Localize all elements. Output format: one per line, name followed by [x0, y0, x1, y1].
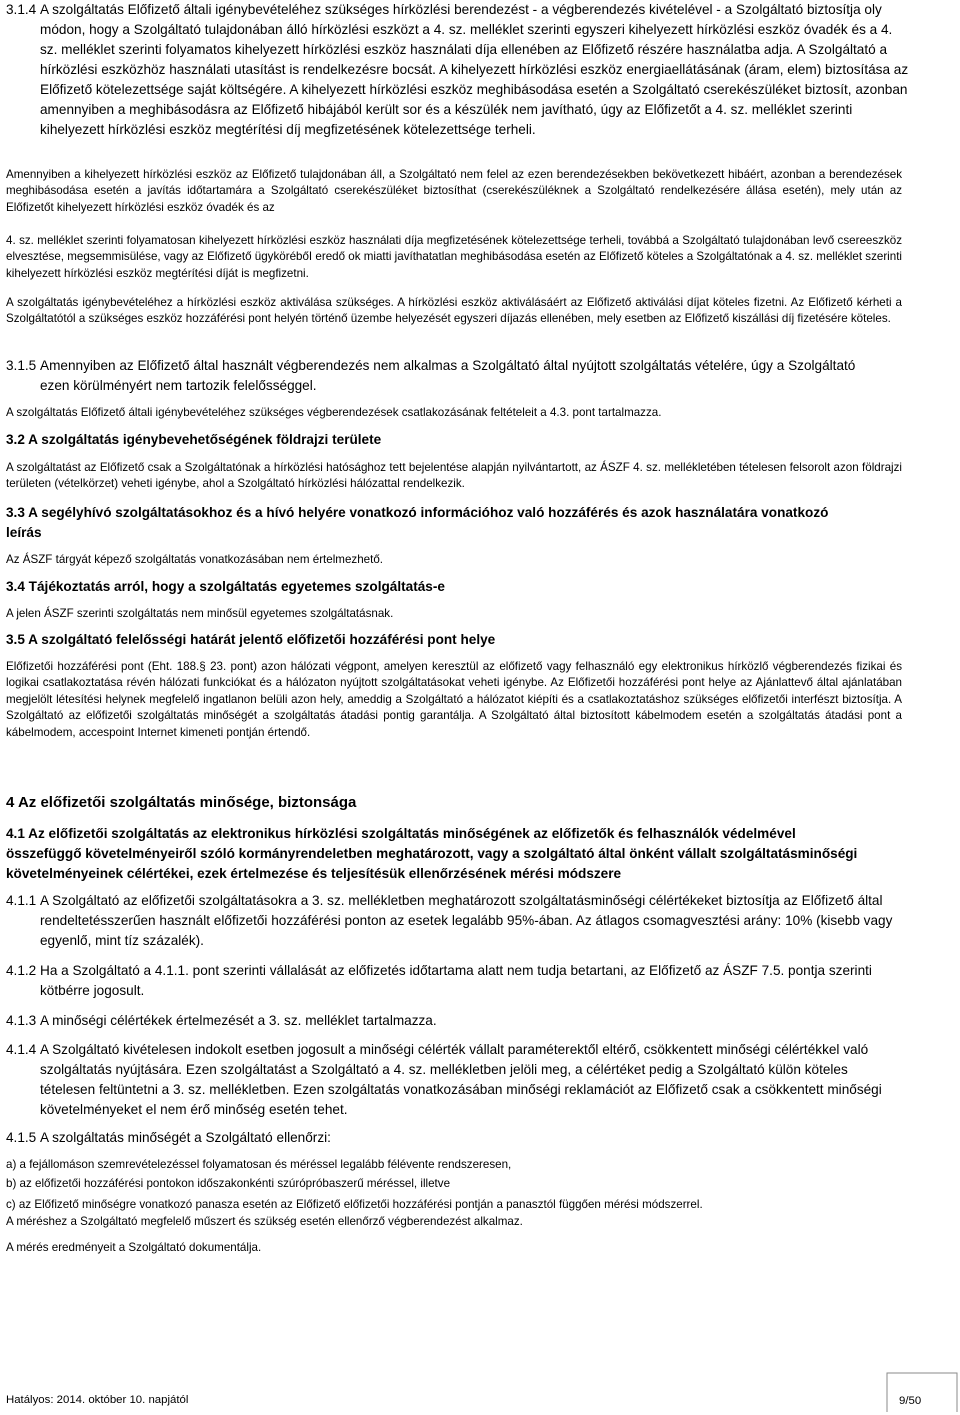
paragraph-replacement-device: 4. sz. melléklet szerinti folyamatosan kihelyezett hírközlési eszköz használati díja megfizetésének kötelezettsége terheli, továbbá a Szolgáltató tulajdonában levő csereeszköz elvesztése, megsemmisülése, vagy az Előfizető ügykörébőI eredő ok miatti javíthatatlan meghibásodása esetén az Előfizető köteles a Szolgáltatónak a 4. sz. melléklet szerinti kihelyezett hírközlési eszköz megtérítési díját is megfizetni.: [6, 234, 902, 280]
page-number: 9/50: [899, 1395, 922, 1407]
section-text: A Szolgáltató az előfizetői szolgáltatásokra a 3. sz. mellékletben meghatározott szolgáltatásminőségi célértékeket biztosítja az Előfizető által rendeltetésszerűen használt előfizetői hozzáférési ponton az esetek legalább 95%-ában. Az átlagos csomagvesztési arány: 10% (kisebb vagy egyenlő, mint tíz százalék).: [40, 893, 893, 948]
paragraph-measurement-docs: A mérés eredményeit a Szolgáltató dokumentálja.: [6, 1241, 262, 1254]
section-4-1-2: [6, 961, 886, 1001]
heading-3-2: 3.2 A szolgáltatás igénybevehetőségének földrajzi területe: [6, 432, 382, 447]
paragraph-access-point: Előfizetői hozzáférési pont (Eht. 188.§ 23. pont) azon hálózati végpont, amelyen keresztül az előfizető vagy felhasználó egy elektronikus hírközlő végberendezés fizikai és logikai csatlakoztatása révén hálózati funkciókat és a hálózaton nyújtott szolgáltatásokat veheti igénybe. Az Előfizetői hozzáférési pont helye az Ajánlattevő által ajánlatában megjelölt létesítési helynek megfelelő ingatlanon belüli azon hely, ameddig a Szolgáltató a hálózatot kiépíti és a csatlakoztatáshoz szükséges előfizetői interfészt biztosítja. A Szolgáltató az előfizetői szolgáltatás minőségét a szolgáltatás átadási pontig garantálja. A Szolgáltató által biztosított kábelmodem esetén a szolgáltatás átadási pont a kábelmodem, accespoint Internet kimeneti pontján értendő.: [6, 660, 902, 739]
heading-3-5: 3.5 A szolgáltató felelősségi határát jelentő előfizetői hozzáférési pont helye: [6, 632, 496, 647]
list-item: b) az előfizetői hozzáférési pontokon időszakonkénti szúrópróbaszerű méréssel, illetve: [6, 1177, 451, 1190]
list-item: a) a fejállomáson szemrevételezéssel folyamatosan és méréssel legalább félévente rendszeresen,: [6, 1158, 512, 1171]
section-4-1-1: [6, 891, 906, 951]
section-text: A Szolgáltató kivételesen indokolt esetben jogosult a minőségi célérték vállalt paraméterektől eltérő, csökkentett minőségi célértékkel való szolgáltatás nyújtására. Ezen szolgáltatást a Szolgáltató a 4. sz. mellékletben jelöli meg, a célértéket pedig a Szolgáltató külön köteles tételesen feltüntetni a 3. sz. mellékletben. Ezen szolgáltatás vonatkozásában minőségi reklamációt az Előfizető csak a csökkentett minőségi követelményeket el nem érő minőség esetén tehet.: [40, 1042, 882, 1117]
section-number: 4.1.5: [6, 1130, 37, 1145]
section-number: 4.1.1: [6, 893, 37, 908]
page-number-box: [886, 1372, 958, 1412]
section-3-1-4: [6, 0, 912, 140]
section-text: A szolgáltatás minőségét a Szolgáltató ellenőrzi:: [40, 1130, 331, 1145]
section-number: 4.1.2: [6, 963, 37, 978]
heading-3-4: 3.4 Tájékoztatás arról, hogy a szolgáltatás egyetemes szolgáltatás-e: [6, 579, 445, 594]
page-corner-icon: [886, 1372, 958, 1412]
heading-3-3: 3.3 A segélyhívó szolgáltatásokhoz és a hívó helyére vonatkozó információhoz való hozzáférés és azok használatára vonatkozó leírás: [6, 505, 829, 540]
section-text: A szolgáltatás Előfizető általi igénybevételéhez szükséges hírközlési berendezést - a végberendezés kivételével - a Szolgáltató biztosítja oly módon, hogy a Szolgáltató tulajdonában álló hírközlési eszközt a 4. sz. melléklet szerinti egyszeri kihelyezett hírközlési eszköz óvadék és a 4. sz. melléklet szerinti folyamatos kihelyezett hírközlési eszköz használati díja ellenében az Előfizető részére használatba adja. A Szolgáltató a hírközlési eszközhöz használati utasítást is rendelkezésre bocsát. A kihelyezett hírközlési eszköz energiaellátásának (áram, elem) biztosítása az Előfizető kötelezettsége saját költségére. A kihelyezett hírközlési eszköz meghibásodása esetén a Szolgáltató cserekészüléket biztosít, azonban amennyiben a meghibásodásra az Előfizető hibájából került sor és a készülék nem javítható, úgy az Előfizetőt a 4. sz. melléklet szerinti kihelyezett hírközlési eszköz megtérítési díj megfizetésének kötelezettsége terheli.: [40, 2, 909, 137]
heading-4-1: 4.1 Az előfizetői szolgáltatás az elektronikus hírközlési szolgáltatás minőségének az előfizetők és felhasználók védelmével összefüggő követelményeiről szóló kormányrendeletben meghatározott, vagy a szolgáltató által önként vállalt szolgáltatásminőségi követelményeinek célértékei, ezek értelmezése és teljesítésük ellenőrzésének mérési módszere: [6, 826, 858, 881]
section-text: Amennyiben az Előfizető által használt végberendezés nem alkalmas a Szolgáltató által nyújtott szolgáltatás vételére, úgy a Szolgáltató ezen körülményért nem tartozik felelősséggel.: [40, 358, 856, 393]
section-text: Ha a Szolgáltató a 4.1.1. pont szerinti vállalását az előfizetés időtartama alatt nem tudja betartani, az Előfizető az ÁSZF 7.5. pontja szerinti kötbérre jogosult.: [40, 963, 872, 998]
section-number: 4.1.4: [6, 1042, 37, 1057]
section-number: 3.1.4: [6, 2, 37, 17]
section-3-1-5: [6, 356, 886, 396]
footer-effective-date: Hatályos: 2014. október 10. napjától: [6, 1394, 189, 1406]
section-text: A minőségi célértékek értelmezését a 3. sz. melléklet tartalmazza.: [40, 1013, 437, 1028]
paragraph-service-area: A szolgáltatást az Előfizető csak a Szolgáltatónak a hírközlési hatósághoz tett bejelentése alapján nyilvántartott, az ÁSZF 4. sz. mellékletében tételesen felsorolt azon földrajzi területen (vételkörzet) veheti igénybe, ahol a Szolgáltató hírközlési hálózattal rendelkezik.: [6, 461, 902, 491]
paragraph-activation: A szolgáltatás igénybevételéhez a hírközlési eszköz aktiválása szükséges. A hírközlési eszköz aktiválásáért az Előfizető aktiválási díjat köteles fizetni. Az Előfizető kérheti a Szolgáltatótól a szükséges eszköz hozzáférési pont helyén történő üzembe helyezését egyszeri díjazás ellenében, mely esetben az Előfizető kiszállási díj fizetésére köteles.: [6, 296, 902, 326]
section-4-1-5: [6, 1128, 886, 1148]
list-item: c) az Előfizető minőségre vonatkozó panasza esetén az Előfizető előfizetői hozzáférési pontján a panasztól függően mérési módszerrel.: [6, 1198, 703, 1211]
paragraph-terminal-conditions: A szolgáltatás Előfizető általi igénybevételéhez szükséges végberendezések csatlakozásának feltételeit a 4.3. pont tartalmazza.: [6, 406, 662, 419]
section-4-1-3: [6, 1011, 886, 1031]
paragraph-emergency-not-applicable: Az ÁSZF tárgyát képező szolgáltatás vonatkozásában nem értelmezhető.: [6, 553, 383, 566]
paragraph-universal-service: A jelen ÁSZF szerinti szolgáltatás nem minősül egyetemes szolgáltatásnak.: [6, 607, 394, 620]
section-4-1-4: [6, 1040, 896, 1120]
section-number: 3.1.5: [6, 358, 37, 373]
section-number: 4.1.3: [6, 1013, 37, 1028]
paragraph-device-ownership: Amennyiben a kihelyezett hírközlési eszköz az Előfizető tulajdonában áll, a Szolgáltató nem felel az ezen berendezésekben bekövetkezett hibáért, azonban a berendezések meghibásodása esetén a javítás időtartamára a Szolgáltató cserekészüléket biztosíthat (cserekészüléknek a Szolgáltató rendelkezésére állása esetén), mely után az Előfizetőt kihelyezett hírközlési eszköz óvadék és az: [6, 168, 902, 214]
heading-4: 4 Az előfizetői szolgáltatás minősége, biztonsága: [6, 794, 357, 811]
paragraph-measurement-tools: A méréshez a Szolgáltató megfelelő műszert és szükség esetén ellenőrző végberendezést alkalmaz.: [6, 1215, 523, 1228]
